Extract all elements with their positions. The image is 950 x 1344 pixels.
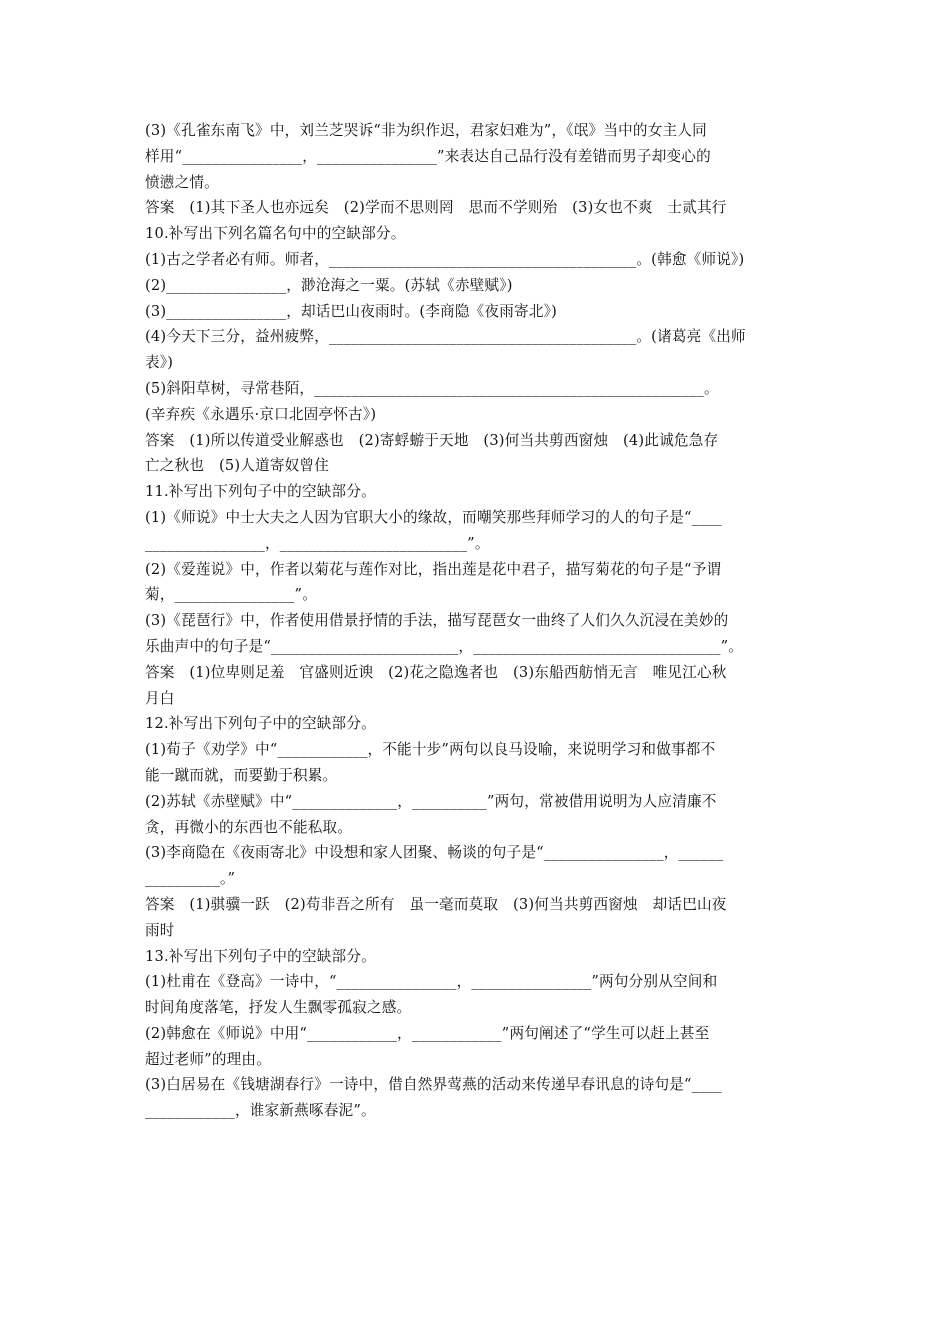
text-line: (3)《孔雀东南飞》中，刘兰芝哭诉“非为织作迟，君家妇难为”，《氓》当中的女主人同 bbox=[145, 122, 707, 139]
text-line: 愤懑之情。 bbox=[145, 173, 219, 191]
text-line: (3)《琵琶行》中，作者使用借景抒情的手法，描写琵琶女一曲终了人们久久沉浸在美妙的 bbox=[145, 612, 729, 630]
text-line: 超过老师”的理由。 bbox=[145, 1050, 272, 1068]
text-line: (3)白居易在《钱塘湖春行》一诗中，借自然界莺燕的活动来传递早春讯息的诗句是“____ bbox=[145, 1076, 722, 1094]
text-line: (辛弃疾《永遇乐·京口北固亭怀古》) bbox=[145, 405, 377, 423]
text-line: (4)今天下三分，益州疲弊，_________________________________________。(诸葛亮《出师 bbox=[145, 328, 746, 346]
text-line: (1)古之学者必有师。师者，_________________________________________。(韩愈《师说》) bbox=[145, 250, 745, 268]
question-heading: 10.补写出下列名篇名句中的空缺部分。 bbox=[145, 225, 406, 243]
question-heading: 11.补写出下列句子中的空缺部分。 bbox=[145, 483, 376, 501]
text-line: ________________，_________________________”。 bbox=[145, 534, 490, 552]
answer-line: 月白 bbox=[145, 689, 175, 707]
text-line: (3)李商隐在《夜雨寄北》中设想和家人团聚、畅谈的句子是“________________，______ bbox=[145, 844, 724, 862]
answer-line: 亡之秋也 (5)人道寄奴曾住 bbox=[145, 457, 330, 475]
answer-line: 答案 (1)骐骥一跃 (2)苟非吾之所有 虽一毫而莫取 (3)何当共剪西窗烛 却话巴山夜 bbox=[145, 895, 727, 913]
answer-line: 答案 (1)所以传道受业解惑也 (2)寄蜉蝣于天地 (3)何当共剪西窗烛 (4)此诚危急存 bbox=[145, 431, 719, 449]
text-line: (3)________________，却话巴山夜雨时。(李商隐《夜雨寄北》) bbox=[145, 302, 557, 320]
text-line: (2)韩愈在《师说》中用“____________，____________”两句阐述了“学生可以赶上甚至 bbox=[145, 1024, 710, 1042]
text-line: ____________，谁家新燕啄春泥”。 bbox=[145, 1102, 376, 1120]
question-heading: 13.补写出下列句子中的空缺部分。 bbox=[145, 947, 376, 965]
text-line: (5)斜阳草树，寻常巷陌，____________________________________________________。 bbox=[145, 379, 719, 397]
answer-line: 答案 (1)位卑则足羞 官盛则近谀 (2)花之隐逸者也 (3)东船西舫悄无言 唯见江心秋 bbox=[145, 663, 727, 681]
text-line: __________。” bbox=[145, 870, 236, 888]
text-line: 时间角度落笔，抒发人生飘零孤寂之感。 bbox=[145, 999, 412, 1017]
text-line: (1)《师说》中士大夫之人因为官职大小的缘故，而嘲笑那些拜师学习的人的句子是“____ bbox=[145, 508, 722, 526]
answer-line: 答案 (1)其下圣人也亦远矣 (2)学而不思则罔 思而不学则殆 (3)女也不爽 士贰其行 bbox=[145, 199, 727, 217]
text-line: 样用“________________，________________”来表达自己品行没有差错而男子却变心的 bbox=[145, 147, 711, 165]
question-heading: 12.补写出下列句子中的空缺部分。 bbox=[145, 715, 376, 733]
text-line: (2)《爱莲说》中，作者以菊花与莲作对比，指出莲是花中君子，描写菊花的句子是“予谓 bbox=[145, 560, 722, 578]
document-page bbox=[145, 118, 810, 1124]
text-line: (2)________________，渺沧海之一粟。(苏轼《赤壁赋》) bbox=[145, 276, 513, 294]
text-line: 乐曲声中的句子是“_________________________，_________________________________”。 bbox=[145, 637, 744, 655]
text-line: (1)杜甫在《登高》一诗中，“________________，________________”两句分别从空间和 bbox=[145, 973, 718, 991]
text-line: 表》) bbox=[145, 354, 174, 372]
text-line: (2)苏轼《赤壁赋》中“______________，__________”两句，常被借用说明为人应清廉不 bbox=[145, 792, 717, 810]
answer-line: 雨时 bbox=[145, 921, 175, 939]
text-line: 能一蹴而就，而要勤于积累。 bbox=[145, 766, 338, 784]
text-line: 贪，再微小的东西也不能私取。 bbox=[145, 818, 353, 836]
text-line: 菊，________________”。 bbox=[145, 586, 317, 604]
text-line: (1)荀子《劝学》中“____________，不能十步”两句以良马设喻，来说明学习和做事都不 bbox=[145, 741, 716, 759]
